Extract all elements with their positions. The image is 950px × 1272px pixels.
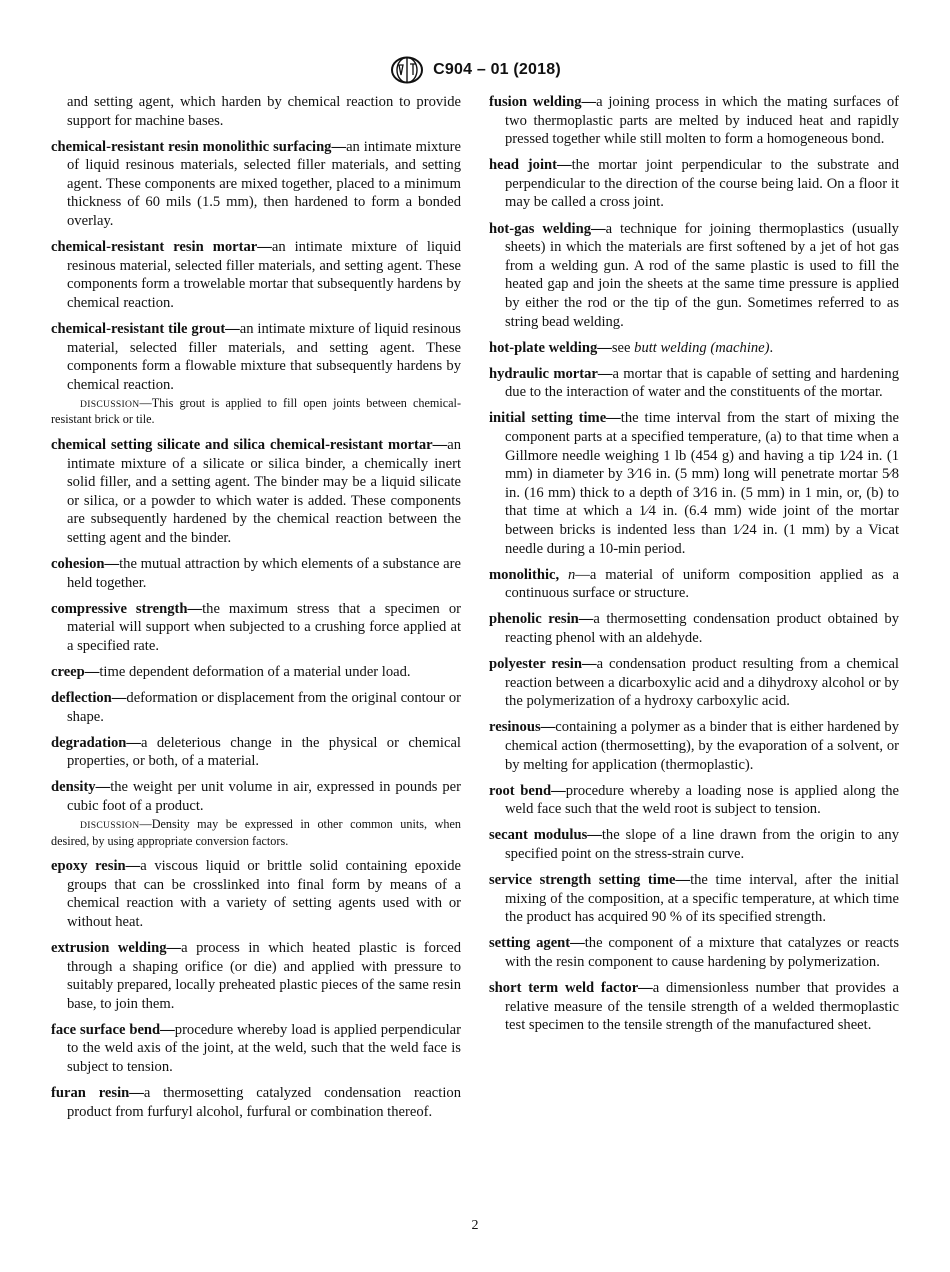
definition-term: compressive strength— <box>51 600 203 617</box>
part-of-speech: n <box>567 566 576 583</box>
definition-term: extrusion welding— <box>51 939 182 956</box>
definition-entry <box>51 663 461 682</box>
definition-entry <box>51 138 461 231</box>
definition-text: procedure whereby a loading nose is applied along the weld face such that the weld root is subject to tension. <box>505 782 899 818</box>
definition-term: setting agent— <box>489 935 585 952</box>
definition-term: chemical setting silicate and silica chemical-resistant mortar— <box>51 436 448 453</box>
definition-term: chemical-resistant resin mortar— <box>51 239 272 256</box>
definition-text: the component of a mixture that catalyzes or reacts with the resin component to cause hardening by polymerization. <box>505 935 899 970</box>
definition-term: creep— <box>51 663 100 680</box>
definition-entry <box>51 1021 461 1077</box>
definition-text: an intimate mixture of liquid resinous material, selected filler materials, and setting agent. These components form a flowable mixture that subsequently hardens by chemical reaction. <box>67 321 461 393</box>
definition-entry <box>489 156 899 212</box>
definition-entry <box>51 555 461 592</box>
definition-term: secant modulus— <box>489 827 602 844</box>
cross-reference-link[interactable]: butt welding (machine) <box>634 339 770 356</box>
definition-entry <box>489 93 899 149</box>
discussion-text: —Density may be expressed in other common units, when desired, by using appropriate conversion factors. <box>51 817 461 848</box>
definition-term: chemical-resistant resin monolithic surfacing— <box>51 138 347 155</box>
definition-entry <box>51 734 461 771</box>
definition-entry <box>489 409 899 558</box>
definition-text: the time interval, after the initial mixing of the composition, at a specific temperature, at which time the product has acquired 90 % of its specified strength. <box>505 871 899 926</box>
definition-term: head joint— <box>489 157 572 174</box>
definition-term: furan resin— <box>51 1085 144 1102</box>
definition-entry <box>489 871 899 927</box>
page-header <box>0 56 950 84</box>
discussion-note <box>51 817 461 849</box>
definition-text: the mortar joint perpendicular to the substrate and perpendicular to the direction of the course being laid. On a floor it may be called a cross joint. <box>505 157 899 211</box>
definition-term: short term weld factor— <box>489 979 653 996</box>
definition-entry <box>51 1084 461 1121</box>
definition-term: service strength setting time— <box>489 871 691 888</box>
definition-term: cohesion— <box>51 555 120 572</box>
definition-text: a condensation product resulting from a chemical reaction between a dicarboxylic acid and a dihydroxy alcohol or by the polymerization of a hydroxy carboxylic acid. <box>505 656 899 710</box>
definition-entry <box>51 436 461 548</box>
right-column <box>489 93 899 1042</box>
definition-entry <box>489 782 899 819</box>
definition-entry <box>51 238 461 312</box>
definition-entry <box>51 689 461 726</box>
definition-entry <box>489 365 899 402</box>
definition-entry <box>51 939 461 1013</box>
definition-text: procedure whereby load is applied perpendicular to the weld axis of the joint, at the weld, such that the weld face is subject to tension. <box>67 1021 461 1076</box>
definition-term: epoxy resin— <box>51 858 141 875</box>
definition-text: the slope of a line drawn from the origin to any specified point on the stress-strain curve. <box>505 827 899 862</box>
astm-logo-icon <box>389 56 425 84</box>
definition-term: hot-gas welding— <box>489 220 606 237</box>
discussion-label: DISCUSSION <box>80 398 140 410</box>
definition-text: a technique for joining thermoplastics (usually sheets) in which the materials are first softened by a jet of hot gas from a welding gun. A rod of the same plastic is used to fill the heated gap and join the sheets at the same time pressure is applied by either the rod or the tip of the gun. Sometimes referred to as string bead welding. <box>505 220 899 330</box>
definition-entry: hot-plate welding—see butt welding (machine). <box>489 339 774 356</box>
left-column <box>51 93 461 1129</box>
definition-term: chemical-resistant tile grout— <box>51 321 240 338</box>
discussion-text: —This grout is applied to fill open joints between chemical-resistant brick or tile. <box>51 395 461 427</box>
definition-entry <box>51 857 461 931</box>
definition-text: a viscous liquid or brittle solid containing epoxide groups that can be crosslinked into final form by means of a chemical reaction with a variety of setting agents used with or without heat. <box>67 858 461 930</box>
definition-text: a dimensionless number that provides a relative measure of the tensile strength of a welded thermoplastic test specimen to the tensile strength of the manufactured sheet. <box>505 979 899 1034</box>
definition-text: a thermosetting catalyzed condensation reaction product from furfuryl alcohol, furfural or combination thereof. <box>67 1085 461 1120</box>
definition-term: deflection— <box>51 690 127 707</box>
document-title: C904 – 01 (2018) <box>433 61 561 78</box>
definition-term: hydraulic mortar— <box>489 365 613 382</box>
definition-entry <box>489 934 899 971</box>
definition-text: the time interval from the start of mixing the component parts at a specified temperature, (a) to that time when a Gillmore needle weighing 1 lb (454 g) and having a tip 1⁄24 in. (1 mm) in diameter by 3⁄16 in. (5 mm) long will penetrate mortar 5⁄8 in. (16 mm) thick to a depth of 3⁄16 in. (5 mm) in 1 min, or, (b) to that time at which a 1⁄4 in. (6.4 mm) wide joint of the mortar between bricks is indented less than 1⁄24 in. (1 mm) by a Vicat needle during a 10-min period. <box>505 410 899 557</box>
definition-entry <box>489 979 899 1035</box>
definition-text: —a material of uniform composition applied as a continuous surface or structure. <box>505 566 899 602</box>
discussion-note <box>51 396 461 428</box>
definition-text: the weight per unit volume in air, expressed in pounds per cubic foot of a product. <box>67 779 461 814</box>
definition-entry <box>489 655 899 711</box>
definition-term: fusion welding— <box>489 94 597 110</box>
definition-text: a joining process in which the mating surfaces of two thermoplastic parts are melted by induced heat and rapidly pressed together while still molten to form a homogeneous bond. <box>505 94 899 148</box>
definition-text: an intimate mixture of liquid resinous materials, selected filler materials, and setting agent. These components are mixed together, placed to a minimum thickness of 60 mils (1.5 mm), then hardened to form a bonded overlay. <box>67 138 461 230</box>
definition-text: an intimate mixture of liquid resinous material, selected filler materials, and setting agent. These components form a trowelable mortar that subsequently hardens by chemical reaction. <box>67 239 461 311</box>
definition-entry <box>51 600 461 656</box>
definition-text: time dependent deformation of a material under load. <box>99 663 411 680</box>
definition-text: an intimate mixture of a silicate or silica binder, a chemically inert solid filler, and a setting agent. The binder may be a liquid silicate or silica, or a powder to which water is added. These components are subsequently hardened by the chemical reaction between the setting agent and the binder. <box>67 436 461 546</box>
definition-term: root bend— <box>489 782 566 799</box>
definition-entry <box>489 610 899 647</box>
definition-text: a deleterious change in the physical or chemical properties, or both, of a material. <box>67 734 461 770</box>
definition-text: the maximum stress that a specimen or material will support when subjected to a crushing force applied at a specified rate. <box>67 600 461 654</box>
definition-term: monolithic, <box>489 566 568 583</box>
definition-term: density— <box>51 779 111 796</box>
page-number: 2 <box>471 1218 479 1233</box>
definition-term: initial setting time— <box>489 410 621 427</box>
continued-paragraph: and setting agent, which harden by chemical reaction to provide support for machine bases. <box>67 94 461 129</box>
definition-text: the mutual attraction by which elements of a substance are held together. <box>67 555 461 591</box>
definition-text: a thermosetting condensation product obtained by reacting phenol with an aldehyde. <box>505 611 899 646</box>
definition-entry <box>51 778 461 815</box>
definition-term: face surface bend— <box>51 1021 175 1038</box>
definition-entry <box>51 320 461 394</box>
definition-term: polyester resin— <box>489 656 597 673</box>
definition-text: a mortar that is capable of setting and hardening due to the interaction of water and the constituents of the mortar. <box>505 365 899 401</box>
discussion-label: DISCUSSION <box>80 820 140 832</box>
definition-term: degradation— <box>51 734 141 751</box>
definition-text: deformation or displacement from the original contour or shape. <box>67 690 461 725</box>
definition-term: resinous— <box>489 719 556 736</box>
definition-text: see <box>611 339 635 356</box>
definition-text: a process in which heated plastic is forced through a shaping orifice (or die) and applied with pressure to suitably prepared, locally preheated plastic pieces of the same resin base, to join them. <box>67 939 461 1012</box>
definition-text: containing a polymer as a binder that is either hardened by chemical action (thermosetting), by the evaporation of a solvent, or by melting for application (thermoplastic). <box>505 719 899 773</box>
definition-entry <box>489 220 899 332</box>
definition-entry <box>489 826 899 863</box>
definition-entry <box>489 566 899 603</box>
definition-term: hot-plate welding— <box>489 339 612 356</box>
definition-term: phenolic resin— <box>489 611 594 628</box>
definition-entry <box>489 718 899 774</box>
